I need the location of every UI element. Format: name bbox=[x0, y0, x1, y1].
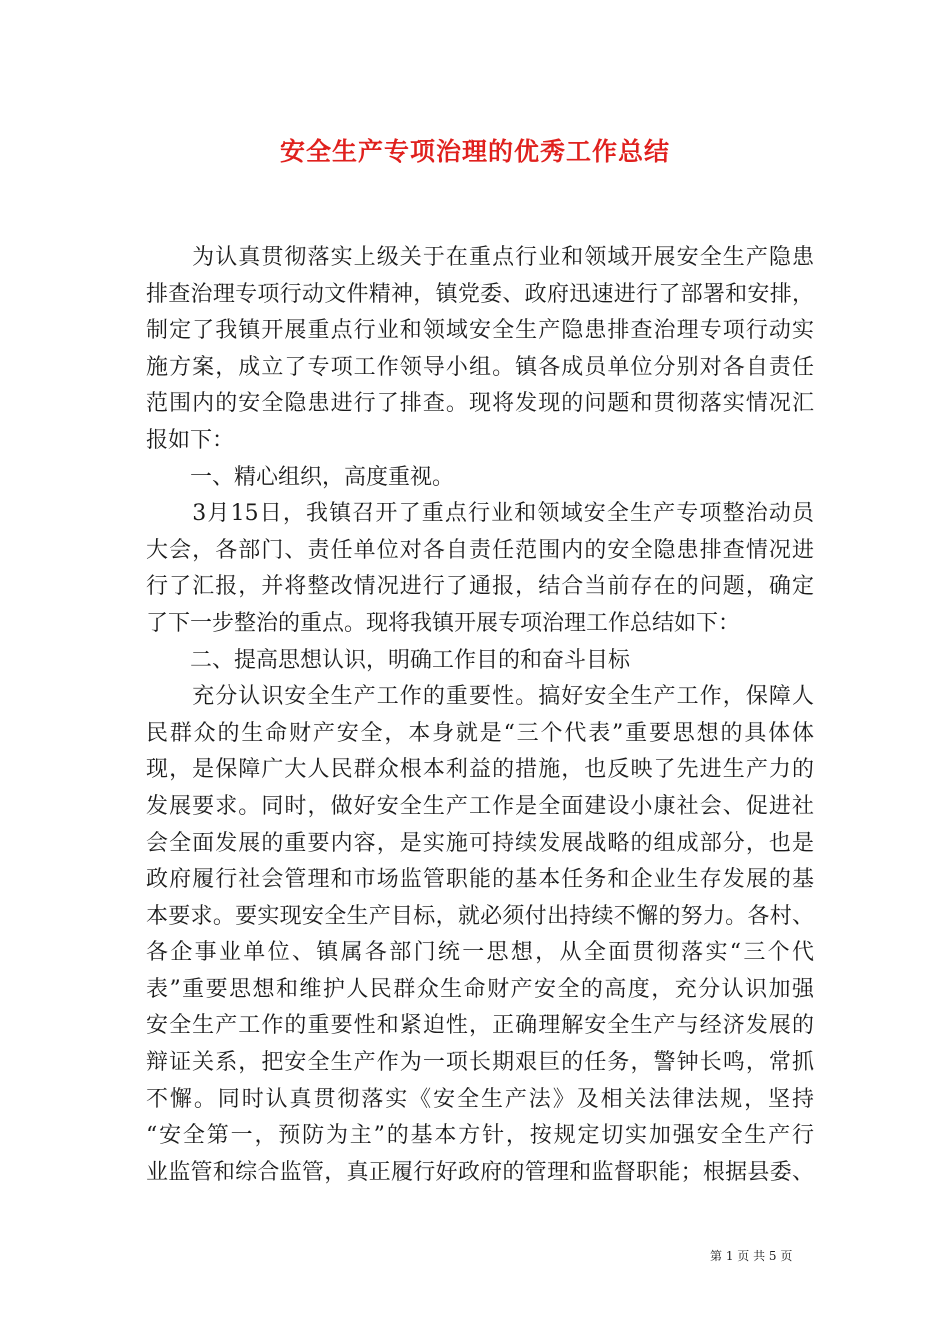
text-line: 现，是保障广大人民群众根本利益的措施，也反映了先进生产力的 bbox=[146, 757, 814, 783]
text-line: 一、精心组织，高度重视。 bbox=[146, 464, 455, 490]
text-line: 为认真贯彻落实上级关于在重点行业和领域开展安全生产隐患 bbox=[146, 245, 814, 270]
text-line: 政府履行社会管理和市场监管职能的基本任务和企业生存发展的基 bbox=[146, 867, 814, 893]
text-line: 行了汇报，并将整改情况进行了通报，结合当前存在的问题，确定 bbox=[146, 574, 814, 600]
text-line: 不懈。同时认真贯彻落实《安全生产法》及相关法律法规，坚持 bbox=[146, 1086, 814, 1112]
text-line: 业监管和综合监管，真正履行好政府的管理和监督职能；根据县委、 bbox=[146, 1159, 814, 1185]
text-line: 安全生产工作的重要性和紧迫性，正确理解安全生产与经济发展的 bbox=[146, 1013, 814, 1039]
page-number: 第 1 页 共 5 页 bbox=[710, 1249, 793, 1263]
text-line: 排查治理专项行动文件精神，镇党委、政府迅速进行了部署和安排， bbox=[146, 281, 814, 307]
text-line: 范围内的安全隐患进行了排查。现将发现的问题和贯彻落实情况汇 bbox=[146, 391, 814, 417]
text-line: 施方案，成立了专项工作领导小组。镇各成员单位分别对各自责任 bbox=[146, 354, 814, 380]
text-line: 本要求。要实现安全生产目标，就必须付出持续不懈的努力。各村、 bbox=[146, 903, 814, 929]
text-line: 辩证关系，把安全生产作为一项长期艰巨的任务，警钟长鸣，常抓 bbox=[146, 1050, 814, 1076]
document-title: 安全生产专项治理的优秀工作总结 bbox=[279, 137, 670, 166]
text-line: 大会，各部门、责任单位对各自责任范围内的安全隐患排查情况进 bbox=[146, 537, 814, 563]
text-line: 民群众的生命财产安全，本身就是“三个代表”重要思想的具体体 bbox=[146, 720, 814, 746]
text-line: “安全第一，预防为主”的基本方针，按规定切实加强安全生产行 bbox=[146, 1123, 814, 1149]
text-line: 二、提高思想认识，明确工作目的和奋斗目标 bbox=[146, 647, 631, 673]
text-line: 3月15日，我镇召开了重点行业和领域安全生产专项整治动员 bbox=[146, 501, 814, 527]
text-line: 发展要求。同时，做好安全生产工作是全面建设小康社会、促进社 bbox=[146, 793, 814, 819]
text-line: 表”重要思想和维护人民群众生命财产安全的高度，充分认识加强 bbox=[146, 976, 814, 1002]
text-line: 会全面发展的重要内容，是实施可持续发展战略的组成部分，也是 bbox=[146, 830, 814, 856]
document-body bbox=[146, 240, 814, 1191]
text-line: 各企事业单位、镇属各部门统一思想，从全面贯彻落实“三个代 bbox=[146, 940, 814, 966]
text-line: 充分认识安全生产工作的重要性。搞好安全生产工作，保障人 bbox=[146, 684, 814, 710]
text-line: 制定了我镇开展重点行业和领域安全生产隐患排查治理专项行动实 bbox=[146, 318, 814, 344]
text-line: 了下一步整治的重点。现将我镇开展专项治理工作总结如下： bbox=[146, 610, 741, 636]
text-line: 报如下： bbox=[146, 427, 235, 453]
